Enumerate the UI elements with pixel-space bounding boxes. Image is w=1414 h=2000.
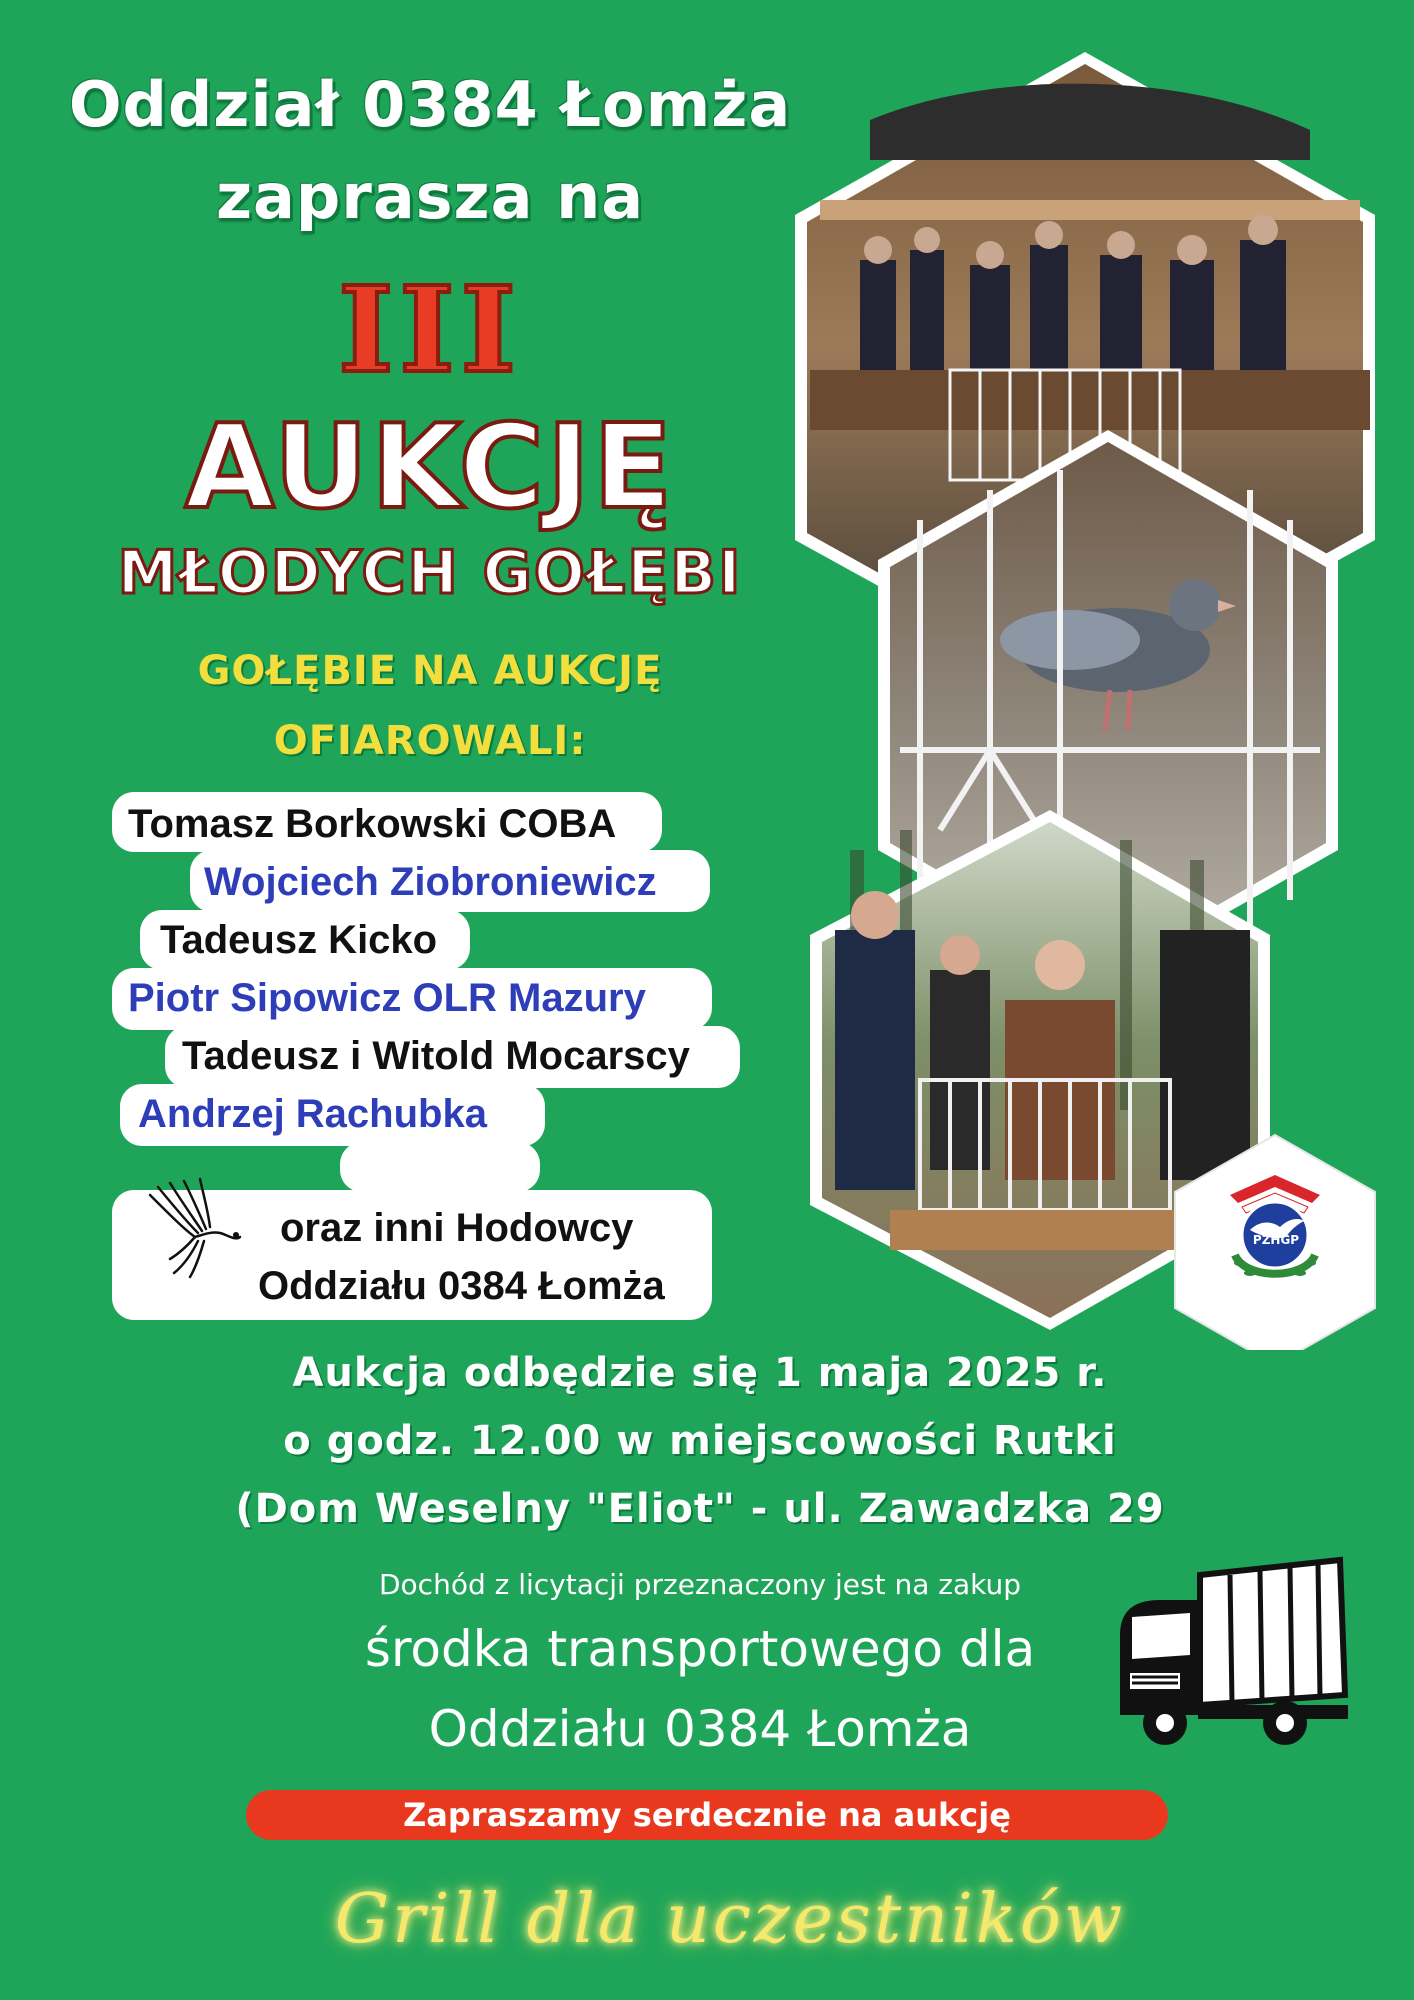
donor-name: Piotr Sipowicz OLR Mazury (128, 976, 646, 1020)
headline-subtitle: MŁODYCH GOŁĘBI (117, 538, 743, 608)
headline-aukcje: AUKCJĘ (184, 400, 676, 535)
logo-text: PZHGP (1252, 1233, 1300, 1247)
event-venue: (Dom Weselny "Eliot" - ul. Zawadzka 29 (235, 1486, 1165, 1532)
donor-name: Tomasz Borkowski COBA (128, 802, 617, 846)
purpose-intro: Dochód z licytacji przeznaczony jest na zakup (378, 1568, 1021, 1601)
title-line-1: Oddział 0384 Łomża (68, 68, 792, 141)
other-breeders-line-1: oraz inni Hodowcy (280, 1206, 634, 1250)
donor-name: Andrzej Rachubka (138, 1092, 487, 1136)
purpose-line-1: środka transportowego dla (364, 1620, 1036, 1678)
purpose-line-2: Oddziału 0384 Łomża (428, 1700, 972, 1758)
event-date: Aukcja odbędzie się 1 maja 2025 r. (292, 1350, 1108, 1396)
donor-name: Tadeusz i Witold Mocarscy (182, 1034, 690, 1078)
pzhgp-emblem-icon (1200, 1155, 1350, 1305)
donor-name: Wojciech Ziobroniewicz (204, 860, 657, 904)
donors-title-line-1: GOŁĘBIE NA AUKCJĘ (197, 648, 663, 694)
other-breeders-line-2: Oddziału 0384 Łomża (258, 1264, 665, 1308)
donors-title-line-2: OFIAROWALI: (273, 718, 587, 764)
truck-icon (1110, 1555, 1355, 1755)
grill-note: Grill dla uczestników (334, 1880, 1126, 1959)
title-line-2: zaprasza na (215, 160, 645, 233)
dove-icon (140, 1175, 250, 1285)
event-time-place: o godz. 12.00 w miejscowości Rutki (283, 1418, 1117, 1464)
donor-name: Tadeusz Kicko (160, 918, 438, 962)
donor-pill (340, 1142, 540, 1192)
invitation-banner: Zapraszamy serdecznie na aukcję (246, 1790, 1168, 1840)
edition-number: III (338, 260, 522, 399)
